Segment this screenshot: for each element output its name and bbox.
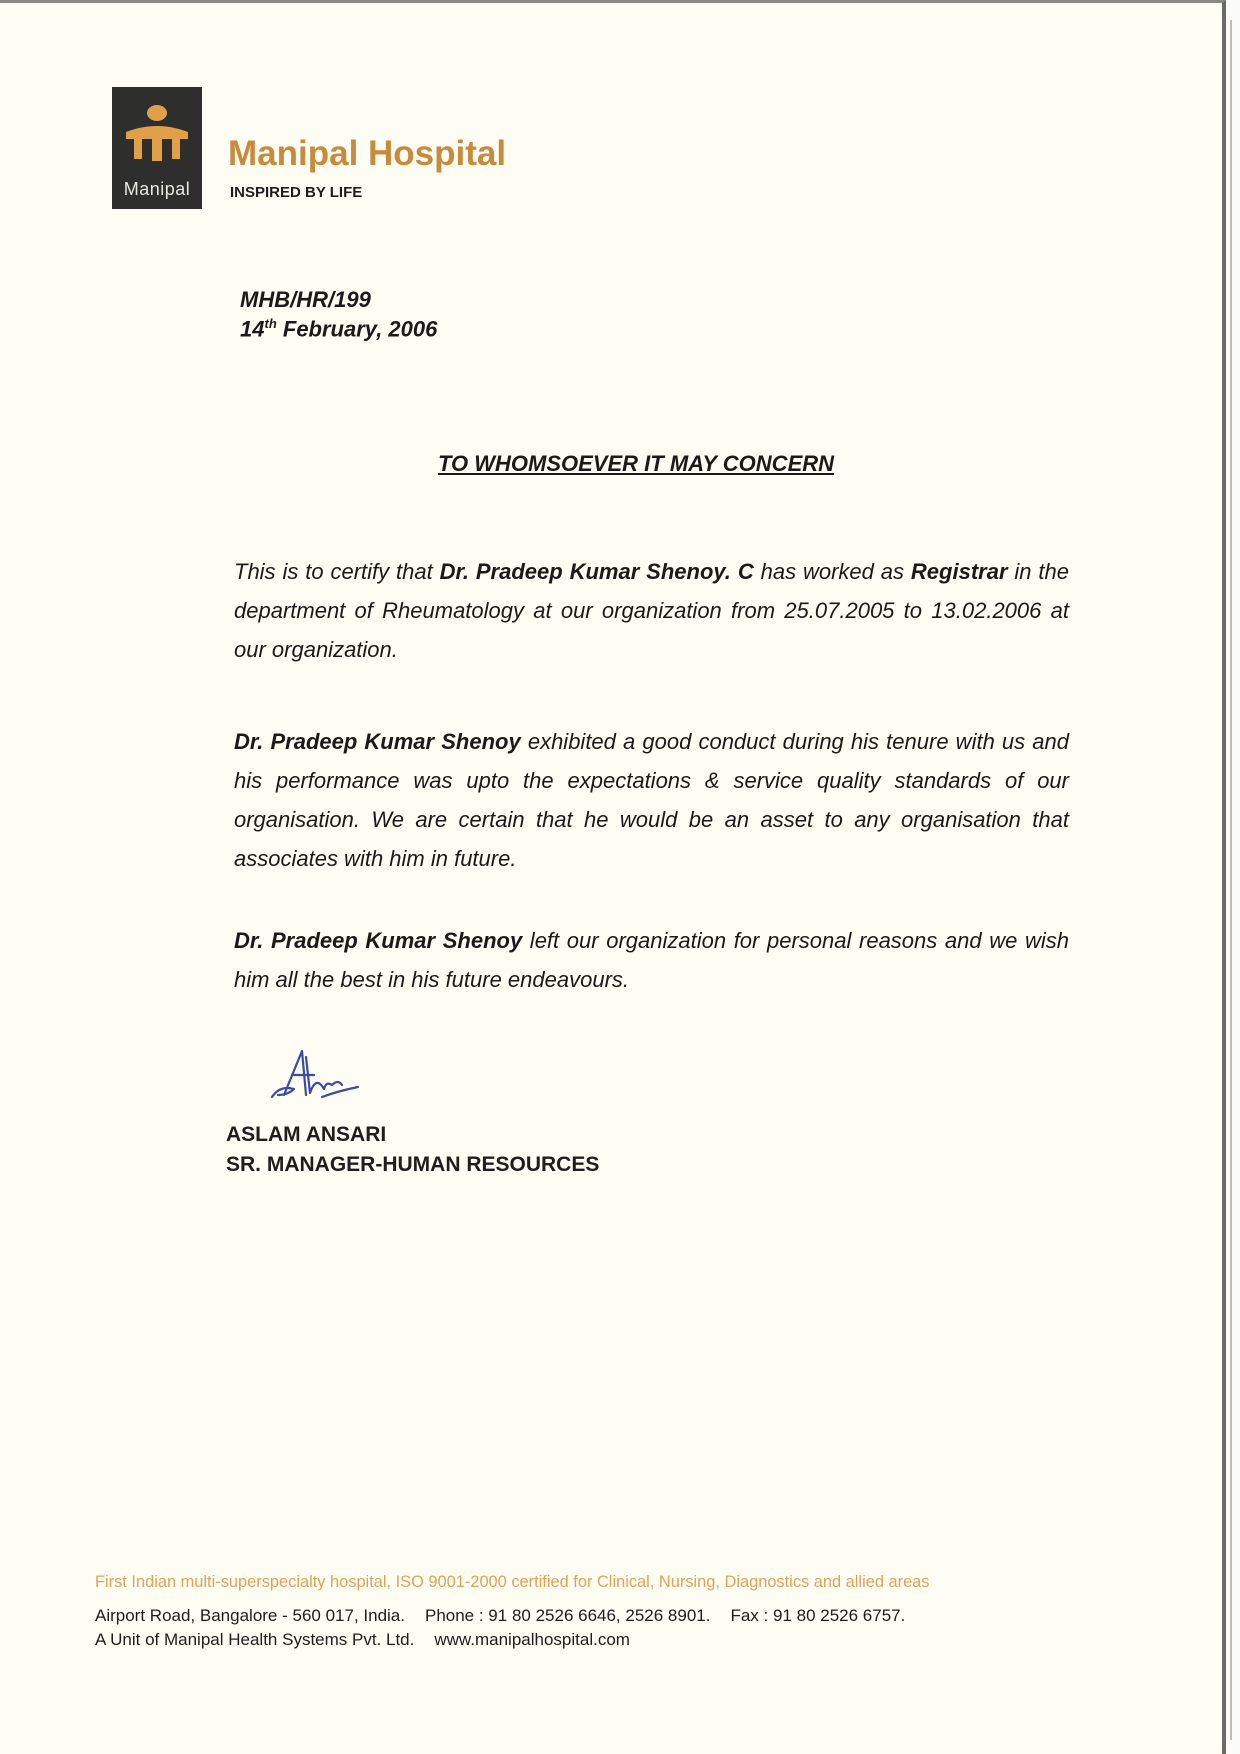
tagline: INSPIRED BY LIFE	[230, 184, 363, 201]
employee-name: Dr. Pradeep Kumar Shenoy. C	[439, 559, 754, 584]
page-edge	[1226, 0, 1240, 1754]
footer-phone: Phone : 91 80 2526 6646, 2526 8901.	[424, 1606, 711, 1625]
hospital-name: Manipal Hospital	[228, 134, 507, 173]
paragraph-certification: This is to certify that Dr. Pradeep Kumar Shenoy. C has worked as Registrar in the department of Rheumatology at our organization from 25.07.2005 to 13.02.2006 at our organization.	[234, 559, 1070, 662]
signatory-name: ASLAM ANSARI	[226, 1123, 387, 1146]
signatory-title: SR. MANAGER-HUMAN RESOURCES	[226, 1153, 600, 1176]
employee-name: Dr. Pradeep Kumar Shenoy	[234, 928, 523, 953]
footer-website[interactable]: www.manipalhospital.com	[434, 1630, 630, 1649]
employee-name: Dr. Pradeep Kumar Shenoy	[234, 729, 521, 754]
reference-number: MHB/HR/199	[240, 287, 371, 312]
footer-contact-line	[95, 1606, 905, 1626]
letter-date: 14th February, 2006	[240, 316, 438, 342]
footer-unit-line	[95, 1630, 630, 1650]
footer-unit: A Unit of Manipal Health Systems Pvt. Ltd.	[95, 1630, 415, 1649]
employee-role: Registrar	[910, 559, 1008, 584]
signatory-block	[226, 1120, 599, 1180]
footer-certification: First Indian multi-superspecialty hospital, ISO 9001-2000 certified for Clinical, Nursing, Diagnostics and allied areas	[95, 1573, 930, 1591]
paragraph-conduct: Dr. Pradeep Kumar Shenoy exhibited a good conduct during his tenure with us and his performance was upto the expectations & service quality standards of our organisation. We are certain that he would be an asset to any organisation that associates with him in future.	[234, 729, 1069, 871]
manipal-emblem-icon	[112, 87, 202, 179]
manipal-logo	[112, 87, 202, 209]
footer-address: Airport Road, Bangalore - 560 017, India.	[95, 1606, 405, 1625]
paragraph-farewell: Dr. Pradeep Kumar Shenoy left our organization for personal reasons and we wish him all the best in his future endeavours.	[234, 928, 1069, 992]
letter-subject: TO WHOMSOEVER IT MAY CONCERN	[438, 451, 835, 476]
handwritten-signature-icon	[266, 1045, 376, 1110]
page-edge-shadow	[1230, 20, 1232, 1740]
footer-fax: Fax : 91 80 2526 6757.	[730, 1606, 906, 1625]
logo-wordmark: Manipal	[123, 179, 191, 199]
